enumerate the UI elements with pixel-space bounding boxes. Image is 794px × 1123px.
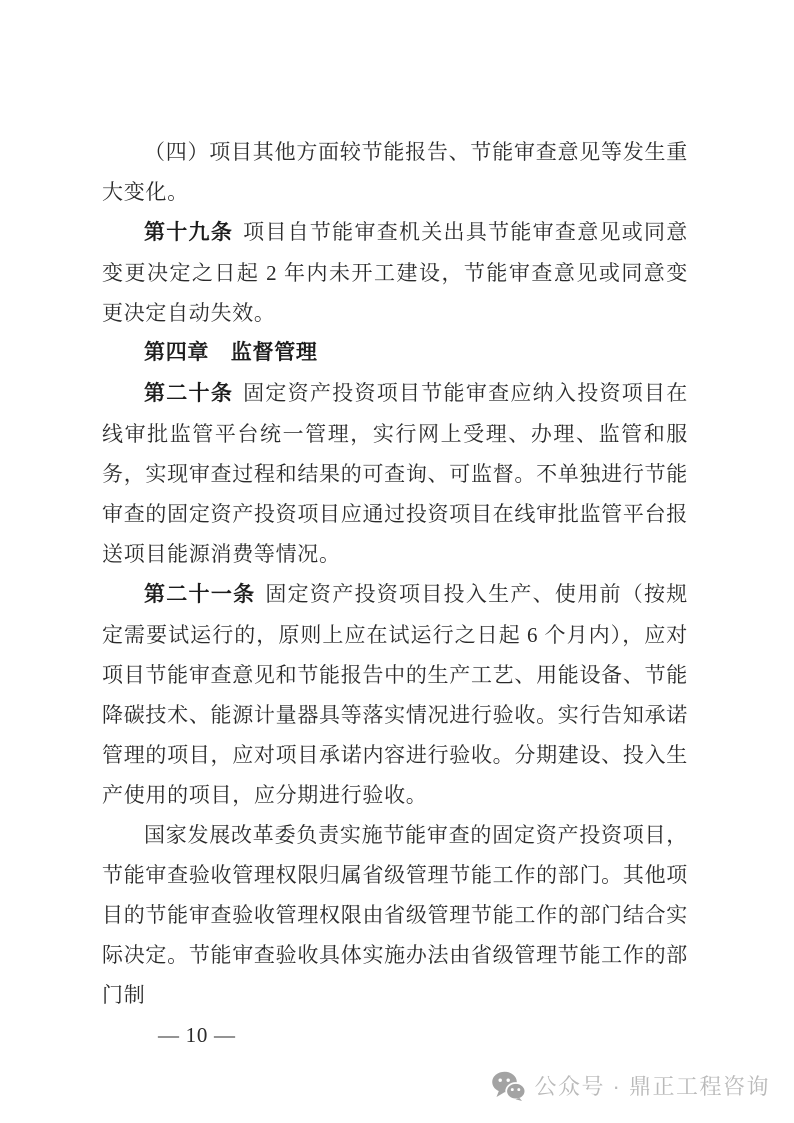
article-20-number: 第二十条 (144, 382, 234, 405)
article-20-text: 固定资产投资项目节能审查应纳入投资项目在线审批监管平台统一管理，实行网上受理、办理、监管和服务，实现审查过程和结果的可查询、可监督。不单独进行节能审查的固定资产投资项目应通过投资项目在线审批监管平台报送项目能源消费等情况。 (102, 381, 688, 566)
paragraph-article-19 (102, 212, 688, 333)
paragraph-article-20 (102, 373, 688, 574)
wechat-watermark (492, 1070, 770, 1101)
document-body (102, 132, 688, 1055)
paragraph-article-21 (102, 574, 688, 815)
article-19-text: 项目自节能审查机关出具节能审查意见或同意变更决定之日起 2 年内未开工建设，节能审查意见或同意变更决定自动失效。 (102, 220, 688, 325)
paragraph-item-four (102, 132, 688, 212)
article-21-text: 固定资产投资项目投入生产、使用前（按规定需要试运行的，原则上应在试运行之日起 6 个月内），应对项目节能审查意见和节能报告中的生产工艺、用能设备、节能降碳技术、能源计量器具等落实情况进行验收。实行告知承诺管理的项目，应对项目承诺内容进行验收。分期建设、投入生产使用的项目，应分期进行验收。 (102, 582, 688, 807)
paragraph-item-four-text: （四）项目其他方面较节能报告、节能审查意见等发生重大变化。 (102, 140, 688, 204)
article-21-number: 第二十一条 (144, 583, 256, 606)
chapter-4-heading: 第四章 监督管理 (144, 341, 318, 364)
watermark-label: 公众号 · 鼎正工程咨询 (534, 1074, 770, 1099)
page-number: — 10 — (158, 1023, 236, 1047)
article-19-number: 第十九条 (144, 221, 234, 244)
article-21-para2-text: 国家发展改革委负责实施节能审查的固定资产投资项目，节能审查验收管理权限归属省级管理节能工作的部门。其他项目的节能审查验收管理权限由省级管理节能工作的部门结合实际决定。节能审查验收具体实施办法由省级管理节能工作的部门制 (102, 823, 688, 1007)
wechat-icon (492, 1071, 525, 1101)
paragraph-article-21-continued (102, 815, 688, 1015)
